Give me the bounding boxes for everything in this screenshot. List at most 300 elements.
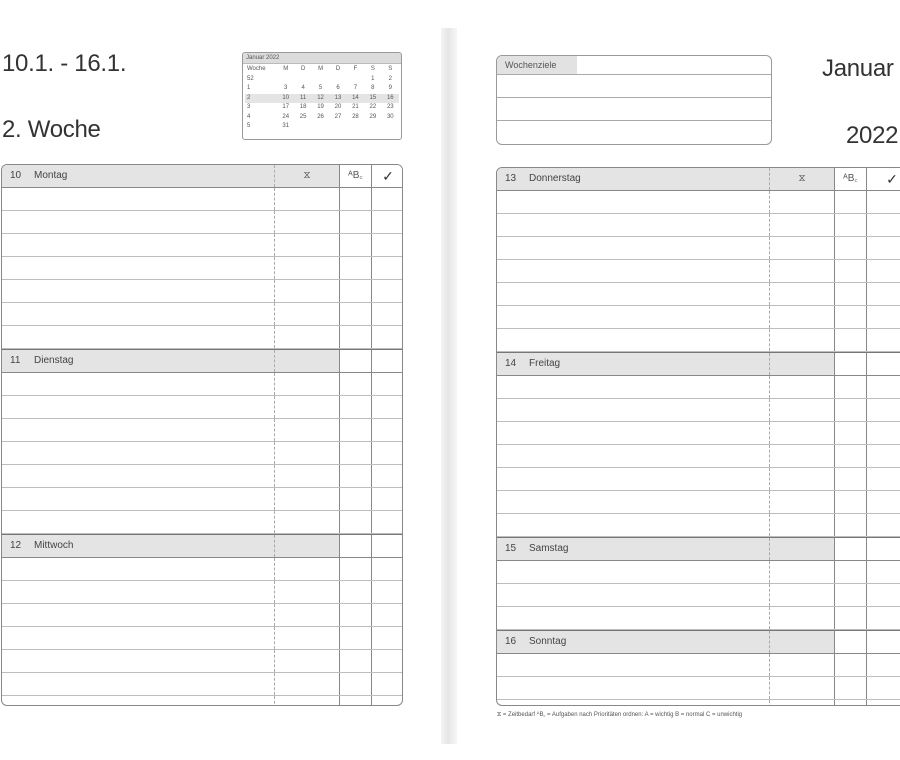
done-cell[interactable] [867,654,900,676]
done-cell[interactable] [372,211,403,233]
priority-cell[interactable] [835,191,867,213]
done-cell [867,631,900,653]
done-cell[interactable] [867,491,900,513]
done-cell[interactable] [372,419,403,441]
done-cell [867,538,900,560]
abc-priority-icon: ᴬB꜀ [843,173,858,184]
book-spine [441,28,457,744]
day-number: 14 [505,358,517,369]
entry-cell[interactable] [497,445,770,467]
done-cell [372,165,403,187]
table-row [497,445,900,468]
time-cell[interactable] [275,303,340,325]
done-cell[interactable] [867,214,900,236]
done-cell[interactable] [867,468,900,490]
time-cell[interactable] [275,442,340,464]
time-cell [275,165,340,187]
checkmark-icon: ✓ [382,168,394,184]
mini-calendar-weekday: S [388,66,393,72]
entry-cell [2,165,275,187]
done-cell[interactable] [867,260,900,282]
table-row [2,442,402,465]
priority-cell[interactable] [835,214,867,236]
day-header-montag [2,165,402,188]
done-cell[interactable] [372,326,403,348]
priority-cell[interactable] [835,607,867,629]
entry-cell[interactable] [497,399,770,421]
entry-cell[interactable] [2,326,275,348]
priority-cell[interactable] [340,511,372,533]
mini-calendar-week-number: 5 [247,123,251,129]
entry-cell[interactable] [2,650,275,672]
entry-cell[interactable] [2,673,275,695]
time-cell[interactable] [770,214,835,236]
time-cell[interactable] [770,514,835,536]
entry-cell[interactable] [2,419,275,441]
done-cell[interactable] [372,650,403,672]
time-cell [770,538,835,560]
time-cell[interactable] [275,511,340,533]
done-cell[interactable] [867,283,900,305]
entry-cell[interactable] [497,306,770,328]
time-cell[interactable] [770,422,835,444]
mini-calendar-day [347,122,364,132]
priority-cell[interactable] [835,283,867,305]
done-cell[interactable] [867,677,900,699]
priority-cell[interactable] [340,326,372,348]
entry-cell[interactable] [2,442,275,464]
priority-cell[interactable] [340,488,372,510]
time-cell [275,350,340,372]
priority-cell[interactable] [835,306,867,328]
entry-cell[interactable] [2,558,275,580]
table-row [2,280,402,303]
weekly-goals-box [496,55,772,145]
priority-cell[interactable] [835,561,867,583]
done-cell[interactable] [372,696,403,706]
time-cell[interactable] [275,558,340,580]
entry-cell[interactable] [497,561,770,583]
table-row [497,214,900,237]
time-cell[interactable] [275,488,340,510]
priority-cell[interactable] [340,465,372,487]
time-cell[interactable] [770,607,835,629]
entry-cell[interactable] [497,584,770,606]
table-row [2,604,402,627]
mini-calendar-day: 17 [282,104,290,110]
priority-cell[interactable] [835,260,867,282]
entry-cell[interactable] [497,491,770,513]
entry-cell[interactable] [2,627,275,649]
entry-cell[interactable] [2,396,275,418]
time-cell[interactable] [275,650,340,672]
entry-cell[interactable] [497,214,770,236]
entry-cell[interactable] [497,422,770,444]
time-cell[interactable] [770,191,835,213]
time-cell[interactable] [770,237,835,259]
entry-cell[interactable] [497,468,770,490]
done-cell[interactable] [372,465,403,487]
entry-cell [497,538,770,560]
day-number: 13 [505,173,517,184]
time-cell[interactable] [275,465,340,487]
time-cell [770,353,835,375]
day-name: Montag [34,170,68,181]
mini-calendar-day: 19 [317,104,324,110]
done-cell[interactable] [867,445,900,467]
entry-cell[interactable] [2,234,275,256]
mini-calendar-day: 9 [388,85,392,91]
done-cell[interactable] [867,422,900,444]
entry-cell[interactable] [497,514,770,536]
mini-calendar-weekday: D [300,66,306,72]
entry-cell[interactable] [2,511,275,533]
mini-calendar-day: 28 [352,113,359,120]
day-header-mittwoch [2,534,402,558]
mini-calendar-day [312,122,329,132]
mini-calendar-weekday: F [353,66,358,72]
priority-cell[interactable] [835,376,867,398]
table-row [2,234,402,257]
done-cell [867,353,900,375]
priority-cell [835,538,867,560]
mini-calendar-day: 21 [352,104,359,110]
time-cell[interactable] [275,627,340,649]
mini-calendar-week-number: 4 [247,113,251,120]
priority-cell[interactable] [340,558,372,580]
table-row [2,650,402,673]
year-label: 2022 [846,122,899,149]
entry-cell[interactable] [2,373,275,395]
entry-cell[interactable] [2,488,275,510]
table-row [497,584,900,607]
done-cell[interactable] [372,442,403,464]
entry-cell[interactable] [2,465,275,487]
table-row [497,607,900,630]
mini-calendar-week-number: 1 [247,85,251,91]
done-cell[interactable] [372,303,403,325]
entry-cell[interactable] [497,237,770,259]
done-cell[interactable] [867,306,900,328]
priority-cell [340,350,372,372]
entry-cell [2,535,275,557]
priority-cell[interactable] [835,468,867,490]
done-cell[interactable] [867,191,900,213]
weekly-goals-line[interactable] [497,97,771,120]
entry-cell[interactable] [2,257,275,279]
priority-cell[interactable] [835,422,867,444]
mini-calendar-day: 13 [329,94,346,104]
table-row [497,399,900,422]
time-cell[interactable] [770,329,835,351]
priority-cell[interactable] [835,514,867,536]
time-cell[interactable] [275,396,340,418]
done-cell[interactable] [372,673,403,695]
day-name: Mittwoch [34,540,74,551]
entry-cell[interactable] [497,700,770,706]
priority-cell[interactable] [340,303,372,325]
done-cell[interactable] [372,280,403,302]
entry-cell[interactable] [2,211,275,233]
day-header-sonntag [497,630,900,654]
week-label: 2. Woche [2,116,101,143]
day-header-label [497,631,769,653]
entry-cell[interactable] [2,188,275,210]
entry-cell[interactable] [497,607,770,629]
priority-cell[interactable] [835,700,867,706]
done-cell [372,350,403,372]
day-number: 15 [505,543,517,554]
table-row [497,191,900,214]
entry-cell[interactable] [2,696,275,706]
done-cell[interactable] [372,373,403,395]
mini-calendar-day: 18 [299,104,307,110]
weekly-goals-line[interactable] [497,74,771,97]
entry-cell[interactable] [2,604,275,626]
time-cell [770,168,835,190]
done-cell[interactable] [867,514,900,536]
priority-cell[interactable] [835,584,867,606]
done-cell[interactable] [867,561,900,583]
done-cell[interactable] [867,700,900,706]
table-row [497,283,900,306]
time-cell[interactable] [275,280,340,302]
mini-calendar-day [294,75,311,85]
mini-calendar-day [312,75,329,85]
done-cell[interactable] [867,399,900,421]
done-cell[interactable] [372,234,403,256]
priority-cell[interactable] [340,257,372,279]
left-day-table [1,164,403,706]
time-cell[interactable] [275,326,340,348]
mini-calendar-day [294,122,311,132]
priority-cell[interactable] [340,396,372,418]
done-cell [372,535,403,557]
entry-cell [497,168,770,190]
table-row [497,329,900,352]
mini-calendar-day: 31 [282,123,290,129]
time-cell[interactable] [275,696,340,706]
time-cell[interactable] [275,234,340,256]
mini-calendar [242,52,402,140]
priority-cell[interactable] [835,491,867,513]
mini-calendar-weekday: M [318,66,324,72]
mini-calendar-day: 3 [284,85,288,91]
mini-calendar-day: 16 [382,94,399,104]
mini-calendar-day [382,122,399,132]
time-cell [275,535,340,557]
table-row [2,673,402,696]
mini-calendar-week-number: 3 [247,104,251,110]
mini-calendar-day [347,75,364,85]
entry-cell[interactable] [497,376,770,398]
done-cell[interactable] [867,584,900,606]
entry-cell[interactable] [2,581,275,603]
done-cell[interactable] [867,237,900,259]
done-cell[interactable] [372,558,403,580]
table-row [497,237,900,260]
hourglass-icon: ⧖ [798,173,806,184]
hourglass-icon: ⧖ [303,170,311,181]
priority-cell [340,535,372,557]
time-cell[interactable] [275,188,340,210]
table-row [497,514,900,537]
time-cell[interactable] [770,654,835,676]
time-cell[interactable] [770,376,835,398]
done-cell[interactable] [372,604,403,626]
done-cell[interactable] [372,627,403,649]
done-cell[interactable] [372,488,403,510]
mini-calendar-day: 14 [347,94,364,104]
mini-calendar-day: 20 [334,104,342,110]
priority-cell[interactable] [340,650,372,672]
done-cell[interactable] [372,396,403,418]
time-cell[interactable] [770,468,835,490]
legend-footnote: ⧖ = Zeitbedarf ᴬB꜀ = Aufgaben nach Prioritäten ordnen: A = wichtig B = normal C = unwichtig [497,712,743,718]
priority-cell[interactable] [340,211,372,233]
time-cell[interactable] [770,260,835,282]
table-row [2,373,402,396]
table-row [497,260,900,283]
entry-cell[interactable] [497,677,770,699]
priority-cell[interactable] [835,445,867,467]
time-cell[interactable] [770,584,835,606]
table-row [2,465,402,488]
mini-calendar-day: 10 [277,94,294,104]
time-cell[interactable] [770,445,835,467]
table-row [497,654,900,677]
mini-calendar-day: 1 [371,75,375,82]
day-name: Donnerstag [529,173,581,184]
weekly-goals-line[interactable] [497,120,771,143]
time-cell[interactable] [275,581,340,603]
mini-calendar-week-number: 52 [247,75,254,82]
time-cell[interactable] [770,399,835,421]
time-cell[interactable] [770,306,835,328]
mini-calendar-day: 2 [388,75,392,82]
day-number: 10 [10,170,22,181]
priority-cell[interactable] [835,654,867,676]
day-number: 12 [10,540,22,551]
day-header-dienstag [2,349,402,373]
entry-cell[interactable] [497,191,770,213]
table-row [2,419,402,442]
time-cell[interactable] [770,561,835,583]
done-cell[interactable] [372,257,403,279]
table-row [2,211,402,234]
entry-cell[interactable] [2,303,275,325]
entry-cell[interactable] [497,329,770,351]
time-cell[interactable] [275,211,340,233]
mini-calendar-weekday: M [283,66,289,72]
mini-calendar-weekday: Woche [247,66,266,72]
mini-calendar-day: 23 [386,104,394,110]
priority-cell[interactable] [340,188,372,210]
month-label: Januar [822,55,894,82]
priority-cell [835,631,867,653]
priority-cell[interactable] [340,627,372,649]
priority-cell[interactable] [340,673,372,695]
day-header-label [2,350,274,372]
table-row [2,188,402,211]
table-row [2,511,402,534]
day-header-label [497,538,769,560]
done-cell[interactable] [372,511,403,533]
time-cell[interactable] [770,283,835,305]
priority-cell[interactable] [340,419,372,441]
entry-cell[interactable] [2,280,275,302]
time-cell[interactable] [275,257,340,279]
table-row [2,488,402,511]
checkmark-icon: ✓ [886,171,898,187]
entry-cell [2,350,275,372]
day-header-label [497,168,769,190]
day-header-samstag [497,537,900,561]
time-cell[interactable] [770,491,835,513]
time-cell[interactable] [275,419,340,441]
mini-calendar-day: 7 [353,85,358,91]
table-row [497,468,900,491]
priority-cell[interactable] [340,234,372,256]
priority-cell[interactable] [340,442,372,464]
table-row [2,627,402,650]
priority-cell[interactable] [835,399,867,421]
mini-calendar-day: 26 [317,113,324,120]
done-cell[interactable] [867,607,900,629]
time-cell[interactable] [275,673,340,695]
priority-cell[interactable] [835,677,867,699]
time-cell[interactable] [770,700,835,706]
done-cell[interactable] [372,188,403,210]
priority-cell[interactable] [340,696,372,706]
day-number: 16 [505,636,517,647]
table-row [497,561,900,584]
entry-cell[interactable] [497,260,770,282]
priority-cell[interactable] [835,237,867,259]
time-cell[interactable] [275,604,340,626]
mini-calendar-day: 5 [318,85,323,91]
done-cell[interactable] [867,329,900,351]
time-cell[interactable] [770,677,835,699]
priority-cell[interactable] [340,280,372,302]
table-row [2,326,402,349]
entry-cell[interactable] [497,654,770,676]
priority-cell[interactable] [340,604,372,626]
table-row [497,376,900,399]
mini-calendar-title: Januar 2022 [243,53,401,64]
entry-cell [497,353,770,375]
time-cell[interactable] [275,373,340,395]
table-row [497,700,900,706]
table-row [497,677,900,700]
table-row [2,558,402,581]
done-cell[interactable] [867,376,900,398]
table-row [2,396,402,419]
mini-calendar-day [329,122,346,132]
priority-cell[interactable] [340,581,372,603]
mini-calendar-day: 22 [369,104,377,110]
mini-calendar-grid [243,64,401,133]
done-cell[interactable] [372,581,403,603]
priority-cell[interactable] [340,373,372,395]
mini-calendar-day: 6 [336,85,340,91]
priority-cell[interactable] [835,329,867,351]
mini-calendar-day: 30 [386,113,394,120]
priority-cell [835,353,867,375]
entry-cell[interactable] [497,283,770,305]
mini-calendar-day: 8 [371,85,375,91]
mini-calendar-day [329,75,346,85]
